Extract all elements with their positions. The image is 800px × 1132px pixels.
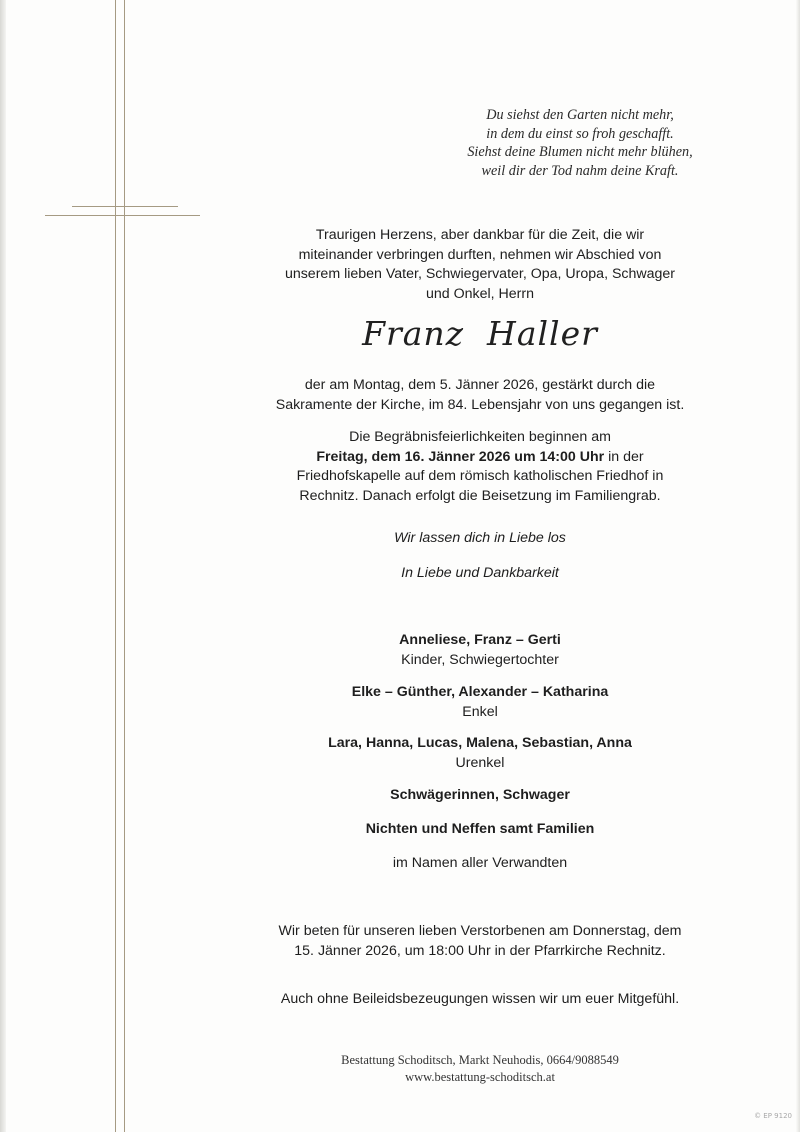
greatgrandchildren-role: Urenkel: [455, 754, 505, 771]
funeral-home-footer: [255, 1052, 705, 1086]
mourners-grandchildren: [255, 683, 705, 722]
funeral-details: [255, 428, 705, 506]
children-names: Anneliese, Franz – Gerti: [399, 632, 561, 648]
mourners-greatgrandchildren: [255, 734, 705, 773]
poem-line: Du siehst den Garten nicht mehr,: [486, 107, 674, 123]
page-edge-right: [796, 0, 800, 1132]
intro-line: miteinander verbringen durften, nehmen wir Abschied von: [298, 246, 662, 263]
funeral-line: Rechnitz. Danach erfolgt die Beisetzung im Familiengrab.: [299, 487, 661, 504]
farewell-line: Wir lassen dich in Liebe los: [394, 530, 566, 546]
mourners-relatives: im Namen aller Verwandten: [392, 855, 568, 871]
condolence-note: Auch ohne Beileidsbezeugungen wissen wir um euer Mitgefühl.: [280, 991, 680, 1007]
grandchildren-names: Elke – Günther, Alexander – Katharina: [351, 684, 609, 700]
poem-line: weil dir der Tod nahm deine Kraft.: [481, 162, 679, 179]
prayer-line: Wir beten für unseren lieben Verstorbenen am Donnerstag, dem: [278, 923, 682, 939]
intro-line: unserem lieben Vater, Schwiegervater, Opa, Uropa, Schwager: [284, 266, 676, 282]
poem: [400, 106, 760, 180]
intro-line: und Onkel, Herrn: [425, 285, 535, 302]
death-line: Sakramente der Kirche, im 84. Lebensjahr von uns gegangen ist.: [275, 396, 685, 413]
page-edge: [0, 0, 6, 1132]
intro-line: Traurigen Herzens, aber dankbar für die Zeit, die wir: [315, 227, 645, 243]
gratitude-line: In Liebe und Dankbarkeit: [401, 565, 559, 581]
print-code: © EP 9120: [754, 1112, 792, 1120]
poem-line: in dem du einst so froh geschafft.: [486, 125, 674, 142]
death-line: der am Montag, dem 5. Jänner 2026, gestärkt durch die: [304, 377, 656, 393]
funeral-line: Friedhofskapelle auf dem römisch katholischen Friedhof in: [296, 468, 664, 484]
grandchildren-role: Enkel: [462, 703, 498, 720]
funeral-line: Die Begräbnisfeierlichkeiten beginnen am: [349, 429, 611, 445]
intro-text: [255, 226, 705, 304]
funeral-date: Freitag, dem 16. Jänner 2026 um 14:00 Uhr: [316, 448, 605, 465]
children-role: Kinder, Schwiegertochter: [401, 651, 559, 668]
mourners-nieces: Nichten und Neffen samt Familien: [365, 821, 595, 837]
mourners-children: [255, 631, 705, 670]
poem-line: Siehst deine Blumen nicht mehr blühen,: [467, 144, 693, 160]
mourners-inlaws: Schwägerinnen, Schwager: [390, 787, 570, 803]
funeral-date-rest: in der: [604, 448, 644, 465]
greatgrandchildren-names: Lara, Hanna, Lucas, Malena, Sebastian, Anna: [328, 735, 632, 751]
funeral-home-website[interactable]: www.bestattung-schoditsch.at: [405, 1070, 555, 1084]
funeral-date-line: [255, 448, 705, 468]
prayer-line: 15. Jänner 2026, um 18:00 Uhr in der Pfarrkirche Rechnitz.: [294, 942, 666, 959]
funeral-home-contact: Bestattung Schoditsch, Markt Neuhodis, 0664/9088549: [341, 1053, 619, 1067]
death-notice: [255, 376, 705, 415]
prayer-notice: [255, 922, 705, 961]
deceased-name: Franz Haller: [362, 314, 598, 353]
